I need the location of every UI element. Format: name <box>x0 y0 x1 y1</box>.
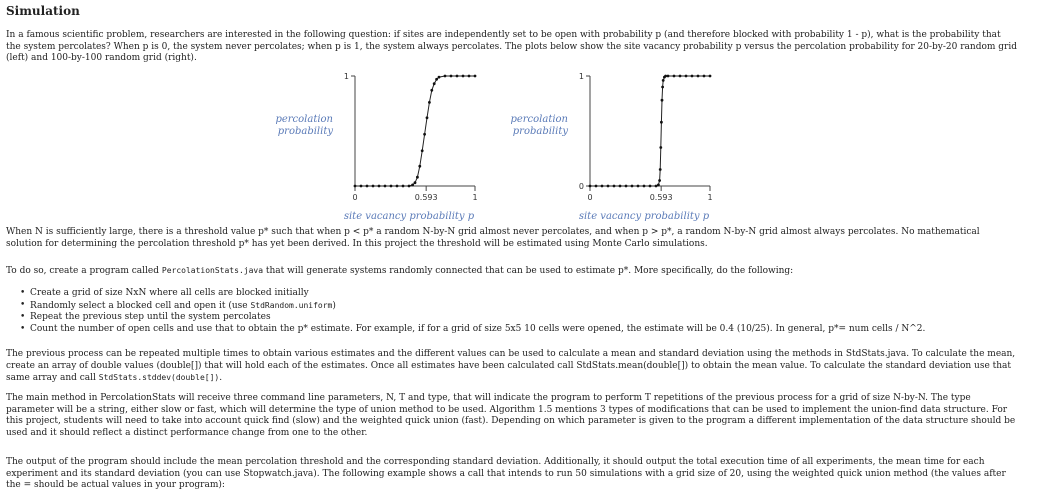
x-tick-label: 0.593 <box>414 193 438 202</box>
data-point <box>408 185 411 188</box>
data-point <box>703 75 706 78</box>
data-point <box>360 185 363 188</box>
percolation-plot-100x100 <box>510 66 721 226</box>
data-point <box>435 78 438 81</box>
data-point <box>418 165 421 168</box>
data-point <box>667 75 670 78</box>
data-point <box>396 185 399 188</box>
list-item-text: ) <box>332 300 336 311</box>
data-point <box>589 185 592 188</box>
data-point <box>649 185 652 188</box>
y-tick-label: 0 <box>578 182 584 191</box>
data-point <box>659 146 662 149</box>
mean-text: The previous process can be repeated multiple times to obtain various estimates and the different values can be used to calculate a mean and standard deviation using the methods in StdStats.java. To calculate the mean, create an array of double values (double[]) that will hold each of the estimates. Once all estimates have been calculated call StdStats.mean(double[]) to obtain the mean value. To calculate the standard deviation use that same array and call <box>6 349 1016 383</box>
y-tick-label: 1 <box>343 72 349 81</box>
series-line <box>355 76 475 186</box>
data-point <box>430 89 433 92</box>
y-axis-label: probability <box>512 126 568 137</box>
threshold-paragraph: When N is sufficiently large, there is a threshold value p* such that when p < p* a random N-by-N grid almost never percolates, and when p > p*, a random N-by-N grid almost always percolates. No mathematical solution for determining the percolation threshold p* has yet been derived. In this project the threshold will be estimated using Monte Carlo simulations. <box>6 227 980 249</box>
code-stdrandom: StdRandom.uniform <box>250 300 333 310</box>
todo-intro-text-b: that will generate systems randomly connected that can be used to estimate p*. More specifically, do the following: <box>263 266 794 276</box>
data-point <box>462 75 465 78</box>
code-stddev: StdStats.stddev(double[]) <box>98 373 220 382</box>
data-point <box>660 121 663 124</box>
todo-intro <box>6 265 1018 278</box>
data-point <box>631 185 634 188</box>
mean-text-end: . <box>219 373 223 383</box>
list-item-text: Randomly select a blocked cell and open it (use <box>30 300 251 311</box>
data-point <box>411 184 414 187</box>
y-axis-label: percolation <box>275 114 333 125</box>
data-point <box>428 101 431 104</box>
data-point <box>433 82 436 85</box>
x-axis-label: site vacancy probability p <box>343 211 475 222</box>
data-point <box>444 75 447 78</box>
data-point <box>474 75 477 78</box>
data-point <box>390 185 393 188</box>
data-point <box>661 86 664 89</box>
data-point <box>354 185 357 188</box>
x-tick-label: 0.593 <box>649 193 673 202</box>
data-point <box>402 185 405 188</box>
x-axis-label: site vacancy probability p <box>578 211 710 222</box>
todo-filename: PercolationStats.java <box>161 266 264 275</box>
data-point <box>619 185 622 188</box>
data-point <box>697 75 700 78</box>
todo-intro-text-a: To do so, create a program called <box>6 266 162 276</box>
y-tick-label: 1 <box>578 72 584 81</box>
y-axis-label: percolation <box>510 114 568 125</box>
intro-paragraph: In a famous scientific problem, researchers are interested in the following question: if sites are independently set to be open with probability p (and therefore blocked with probability 1 - p), what is the probability that the system percolates? When p is 0, the system never percolates; when p is 1, the system always percolates. The plots below show the site vacancy probability p versus the percolation probability for 20-by-20 random grid (left) and 100-by-100 random grid (right). <box>6 30 1017 63</box>
list-item: • Count the number of open cells and use that to obtain the p* estimate. For example, if for a grid of size 5x5 10 cells were opened, the estimate will be 0.4 (10/25). In general, p*= num cells / N^2. <box>30 324 1042 336</box>
data-point <box>658 179 661 182</box>
data-point <box>643 185 646 188</box>
x-tick-label: 0 <box>352 193 358 202</box>
data-point <box>601 185 604 188</box>
list-item <box>30 300 1042 313</box>
main-method-paragraph: The main method in PercolationStats will receive three command line parameters, N, T and type, that will indicate the program to perform T repetitions of the previous process for a grid of size N-by-N. The type parameter will be a string, either slow or fast, which will determine the type of union method to be used. Algorithm 1.5 mentions 3 types of modifications that can be used to implement the union-find data structure. For this project, students will need to take into account quick find (slow) and the weighted quick union (fast). Depending on which parameter is given to the program a different implementation of the data structure should be used and it should reflect a distinct performance change from one to the other. <box>6 393 1016 438</box>
percolation-plot-20x20 <box>275 66 486 226</box>
series-line <box>590 76 710 186</box>
data-point <box>662 79 665 82</box>
page-title: Simulation <box>6 4 80 18</box>
data-point <box>691 75 694 78</box>
data-point <box>423 133 426 136</box>
data-point <box>468 75 471 78</box>
data-point <box>456 75 459 78</box>
y-axis-label: probability <box>277 126 333 137</box>
data-point <box>613 185 616 188</box>
data-point <box>384 185 387 188</box>
data-point <box>657 184 660 187</box>
data-point <box>709 75 712 78</box>
steps-list <box>6 288 1042 335</box>
data-point <box>625 185 628 188</box>
data-point <box>366 185 369 188</box>
data-point <box>679 75 682 78</box>
data-point <box>595 185 598 188</box>
x-tick-label: 1 <box>707 193 713 202</box>
data-point <box>414 181 417 184</box>
x-tick-label: 0 <box>587 193 593 202</box>
data-point <box>438 76 441 79</box>
list-item: • Create a grid of size NxN where all cells are blocked initially <box>30 288 1042 300</box>
data-point <box>637 185 640 188</box>
data-point <box>607 185 610 188</box>
data-point <box>372 185 375 188</box>
data-point <box>378 185 381 188</box>
mean-paragraph <box>6 349 1018 385</box>
x-tick-label: 1 <box>472 193 478 202</box>
data-point <box>673 75 676 78</box>
output-paragraph: The output of the program should include the mean percolation threshold and the corresponding standard deviation. Additionally, it should output the total execution time of all experiments, the mean time for each experiment and its standard deviation (you can use Stopwatch.java). The following example shows a call that intends to run 50 simulations with a grid size of 20, using the weighted quick union method (the values after the = should be actual values in your program): <box>6 457 1006 490</box>
data-point <box>661 99 664 102</box>
data-point <box>450 75 453 78</box>
list-item: • Repeat the previous step until the system percolates <box>30 312 1042 324</box>
data-point <box>421 149 424 152</box>
data-point <box>685 75 688 78</box>
data-point <box>416 176 419 179</box>
data-point <box>655 185 658 188</box>
data-point <box>664 75 667 78</box>
data-point <box>426 116 429 119</box>
data-point <box>659 168 662 171</box>
